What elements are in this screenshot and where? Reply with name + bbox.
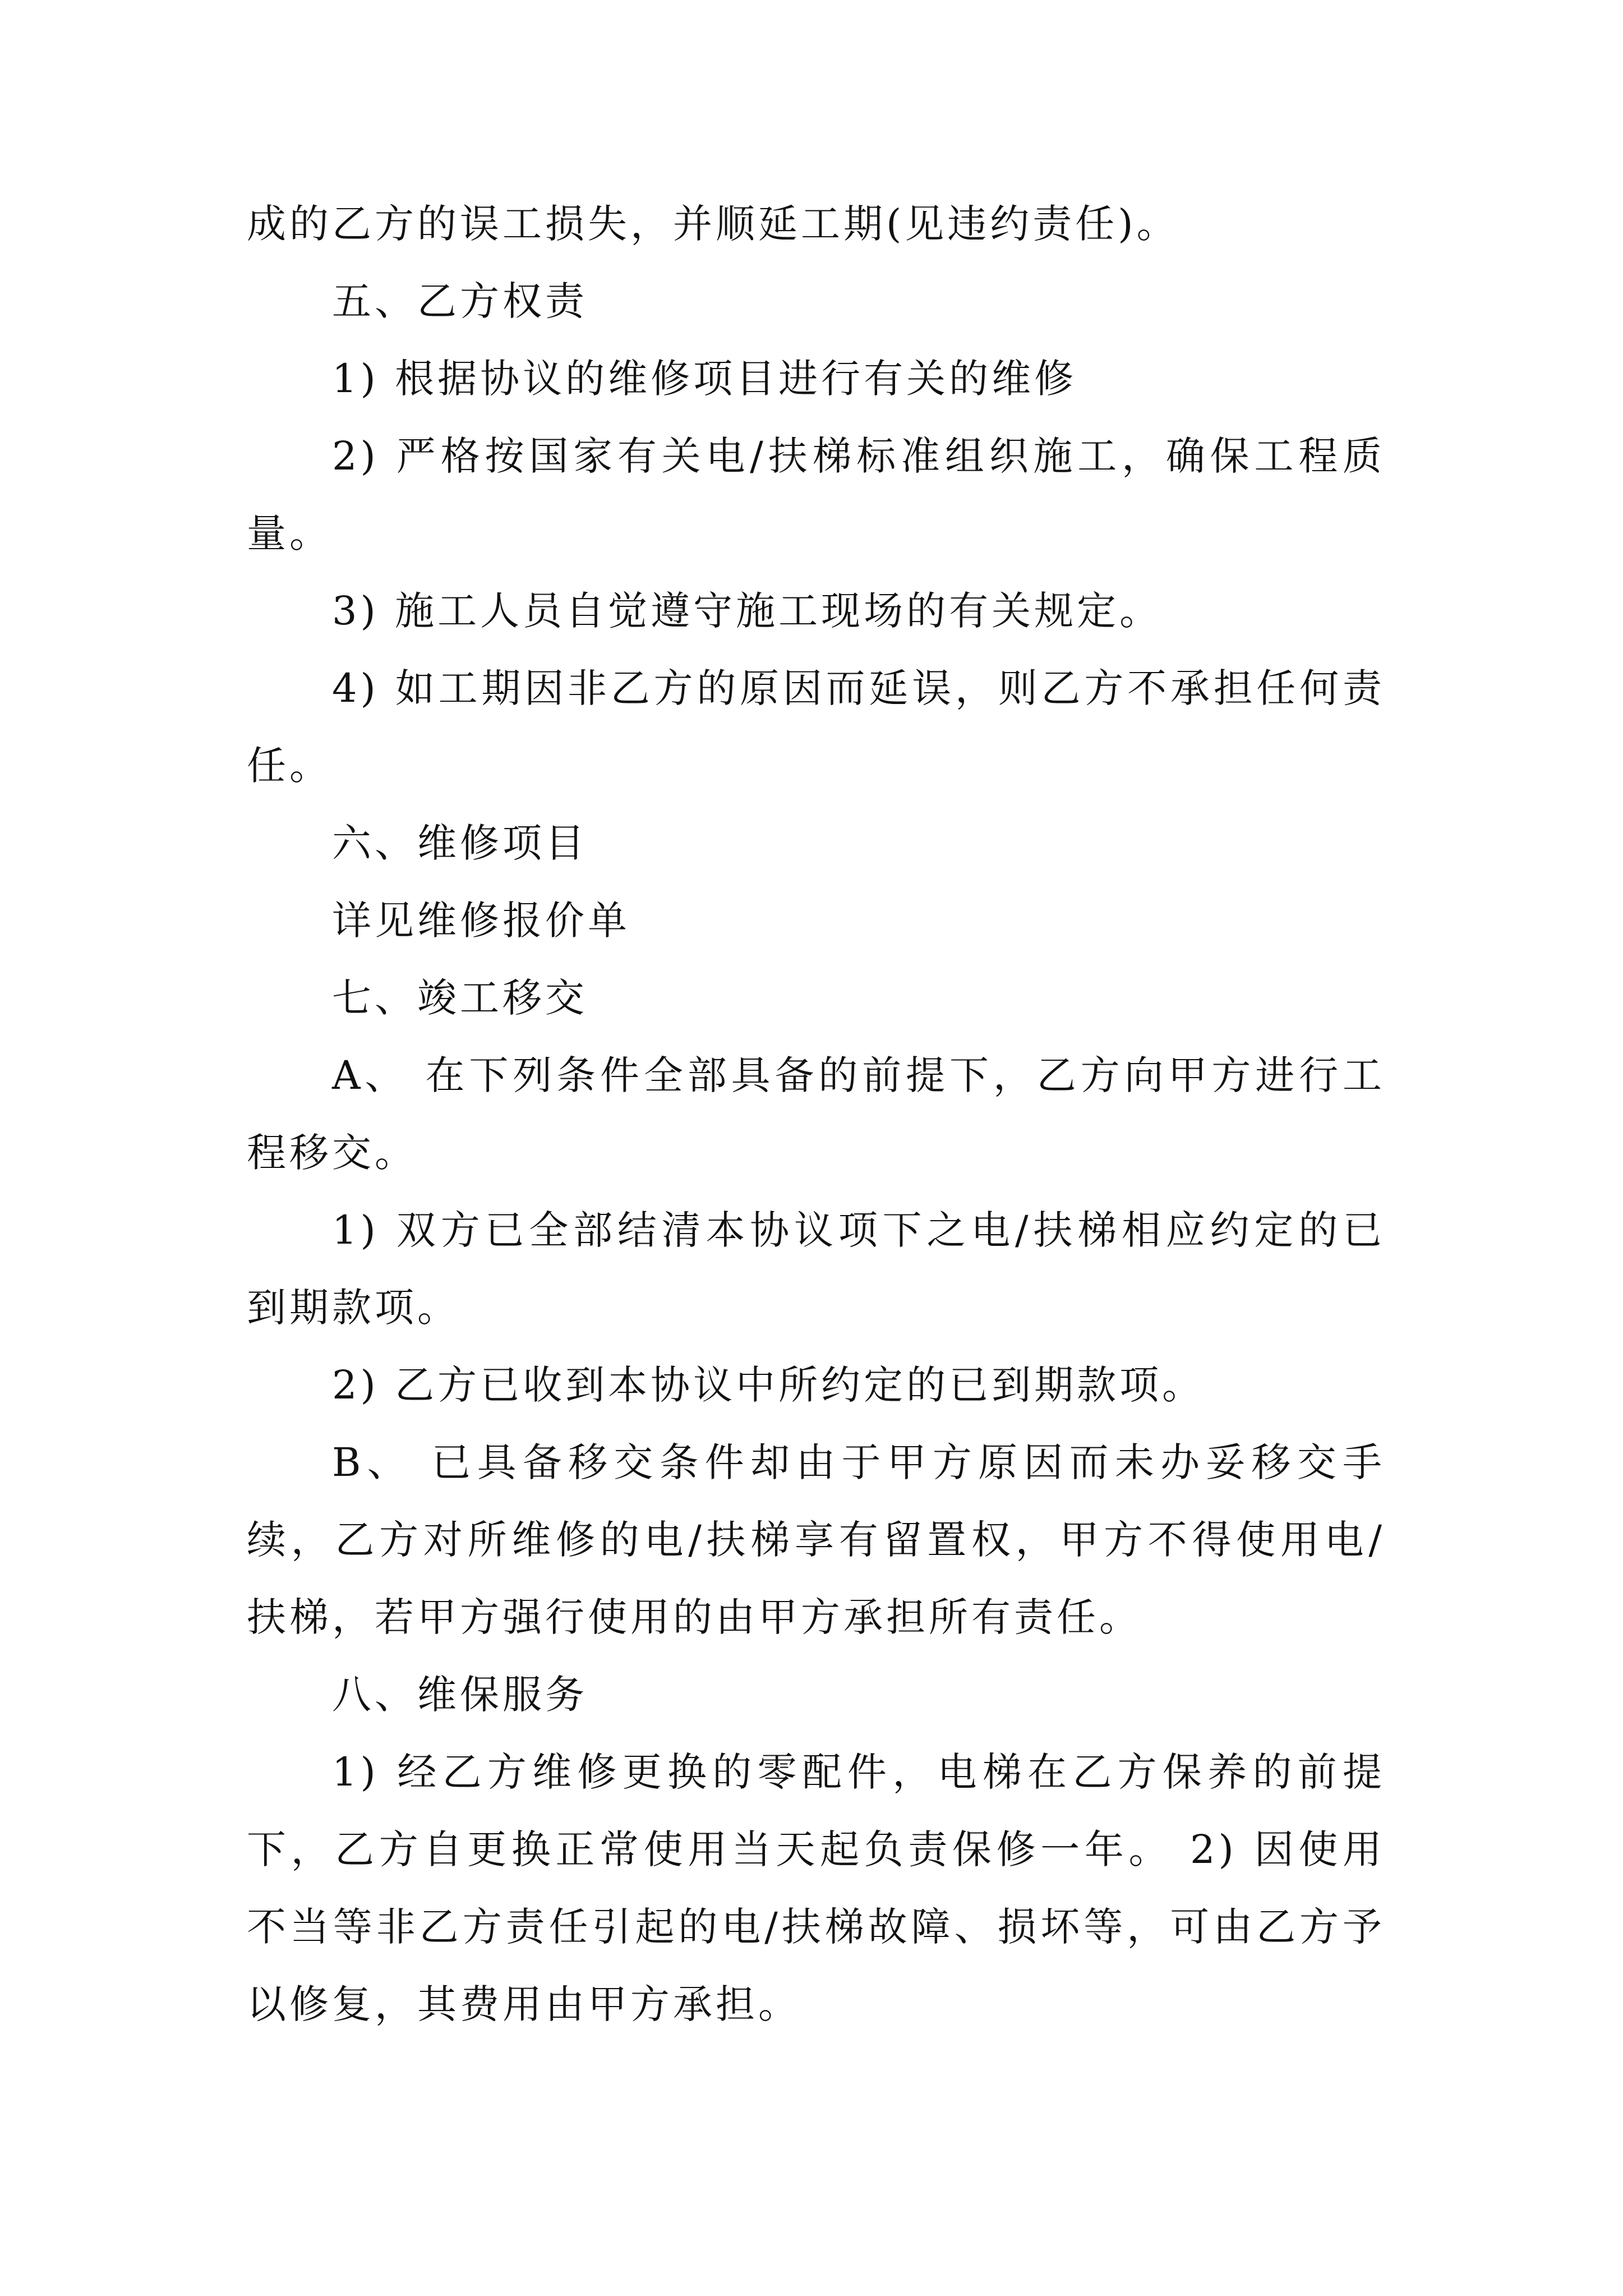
list-item: 1) 双方已全部结清本协议项下之电/扶梯相应约定的已到期款项。 [247,1207,1385,1331]
paragraph: 详见维修报价单 [332,898,630,944]
document-body [247,185,1385,2043]
paragraph-continuation: 成的乙方的误工损失，并顺延工期(见违约责任)。 [247,201,1179,247]
list-item: 1) 根据协议的维修项目进行有关的维修 [332,356,1077,402]
list-item: 3) 施工人员自觉遵守施工现场的有关规定。 [332,588,1163,634]
section-heading-handover: 七、竣工移交 [332,975,588,1021]
section-heading-maintenance: 八、维保服务 [332,1672,588,1718]
section-heading-repair-items: 六、维修项目 [332,820,588,866]
clause-b: B、 已具备移交条件却由于甲方原因而未办妥移交手续，乙方对所维修的电/扶梯享有留置权，甲方不得使用电/扶梯，若甲方强行使用的由甲方承担所有责任。 [247,1439,1385,1640]
clause-a: A、 在下列条件全部具备的前提下，乙方向甲方进行工程移交。 [247,1052,1385,1176]
section-heading-party-b-rights: 五、乙方权责 [332,278,588,324]
list-item: 2) 乙方已收到本协议中所约定的已到期款项。 [332,1362,1205,1408]
list-item: 2) 严格按国家有关电/扶梯标准组织施工，确保工程质量。 [247,433,1385,556]
list-item: 4) 如工期因非乙方的原因而延误，则乙方不承担任何责任。 [247,665,1385,789]
list-item: 1) 经乙方维修更换的零配件，电梯在乙方保养的前提下，乙方自更换正常使用当天起负责保修一年。 2) 因使用不当等非乙方责任引起的电/扶梯故障、损坏等，可由乙方予以修复，其费用由甲方承担。 [247,1749,1385,2027]
